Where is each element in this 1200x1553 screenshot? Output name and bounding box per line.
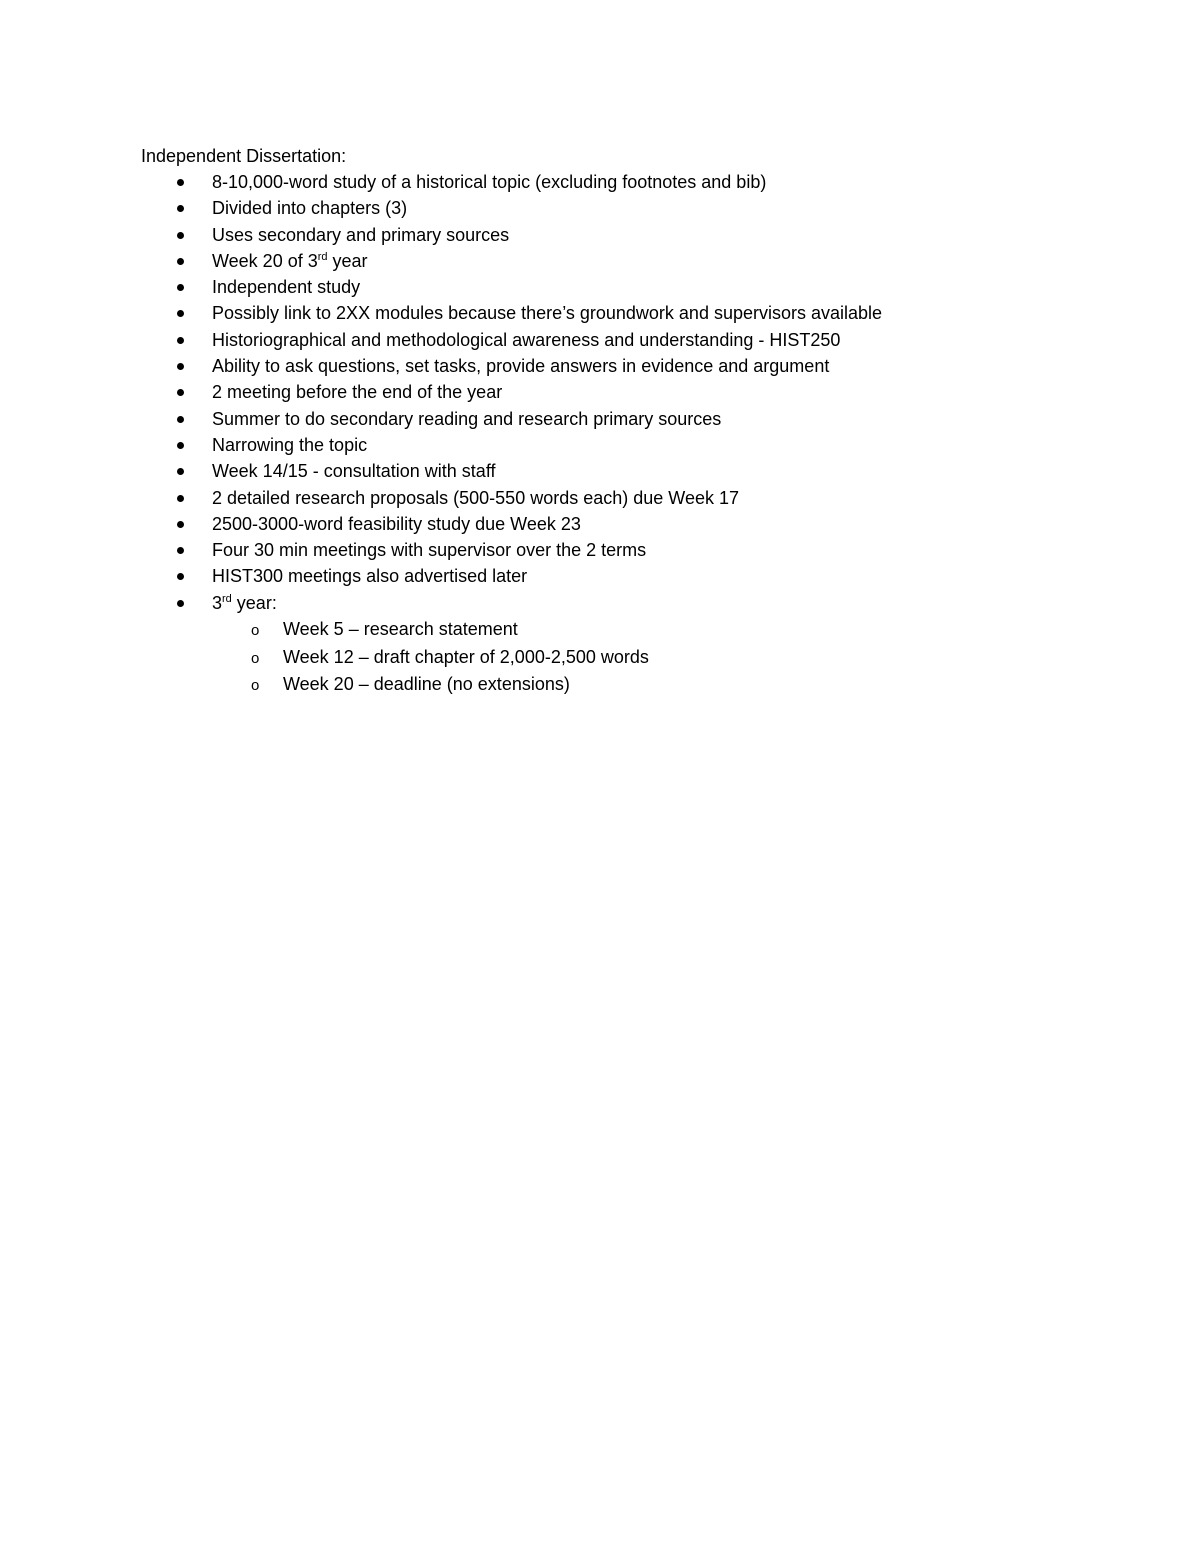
bullet-icon [177, 337, 184, 344]
notes-content [141, 143, 1121, 699]
list-item: 2 meeting before the end of the year [141, 379, 1121, 405]
list-item: Divided into chapters (3) [141, 195, 1121, 221]
list-item: Possibly link to 2XX modules because there’s groundwork and supervisors available [141, 300, 1121, 326]
document-heading: Independent Dissertation: [141, 146, 347, 166]
circle-bullet-icon: o [251, 649, 260, 667]
list-item: 2500-3000-word feasibility study due Week 23 [141, 511, 1121, 537]
bullet-icon [177, 310, 184, 317]
bullet-icon [177, 389, 184, 396]
list-item: 8-10,000-word study of a historical topic (excluding footnotes and bib) [141, 169, 1121, 195]
list-item: Historiographical and methodological awareness and understanding - HIST250 [141, 327, 1121, 353]
bullet-icon [177, 179, 184, 186]
sub-list-item: o Week 20 – deadline (no extensions) [141, 671, 1121, 699]
list-item: Week 20 of 3rd year [141, 248, 1121, 274]
list-item: Ability to ask questions, set tasks, provide answers in evidence and argument [141, 353, 1121, 379]
sub-list-item: o Week 12 – draft chapter of 2,000-2,500 words [141, 644, 1121, 672]
list-item: Week 14/15 - consultation with staff [141, 458, 1121, 484]
circle-bullet-icon: o [251, 622, 260, 640]
bullet-icon [177, 495, 184, 502]
list-item: Four 30 min meetings with supervisor over the 2 terms [141, 537, 1121, 563]
bullet-icon [177, 521, 184, 528]
bullet-icon [177, 573, 184, 580]
list-item: Summer to do secondary reading and research primary sources [141, 406, 1121, 432]
bullet-icon [177, 600, 184, 607]
bullet-icon [177, 547, 184, 554]
bullet-icon [177, 468, 184, 475]
bullet-icon [177, 284, 184, 291]
list-item: HIST300 meetings also advertised later [141, 563, 1121, 589]
sub-list-item: o Week 5 – research statement [141, 616, 1121, 644]
bullet-icon [177, 363, 184, 370]
bullet-icon [177, 416, 184, 423]
list-item: Narrowing the topic [141, 432, 1121, 458]
bullet-list [141, 169, 1121, 699]
bullet-icon [177, 442, 184, 449]
circle-bullet-icon: o [251, 677, 260, 695]
list-item: Uses secondary and primary sources [141, 222, 1121, 248]
bullet-icon [177, 232, 184, 239]
bullet-icon [177, 205, 184, 212]
list-item: 3rd year: o Week 5 – research statement o Week 12 – draft chapter of 2,000-2,500 words o Week 20 – deadline (no extensions) [141, 590, 1121, 699]
list-item: 2 detailed research proposals (500-550 words each) due Week 17 [141, 485, 1121, 511]
sub-bullet-list [141, 616, 1121, 699]
list-item: Independent study [141, 274, 1121, 300]
bullet-icon [177, 258, 184, 265]
